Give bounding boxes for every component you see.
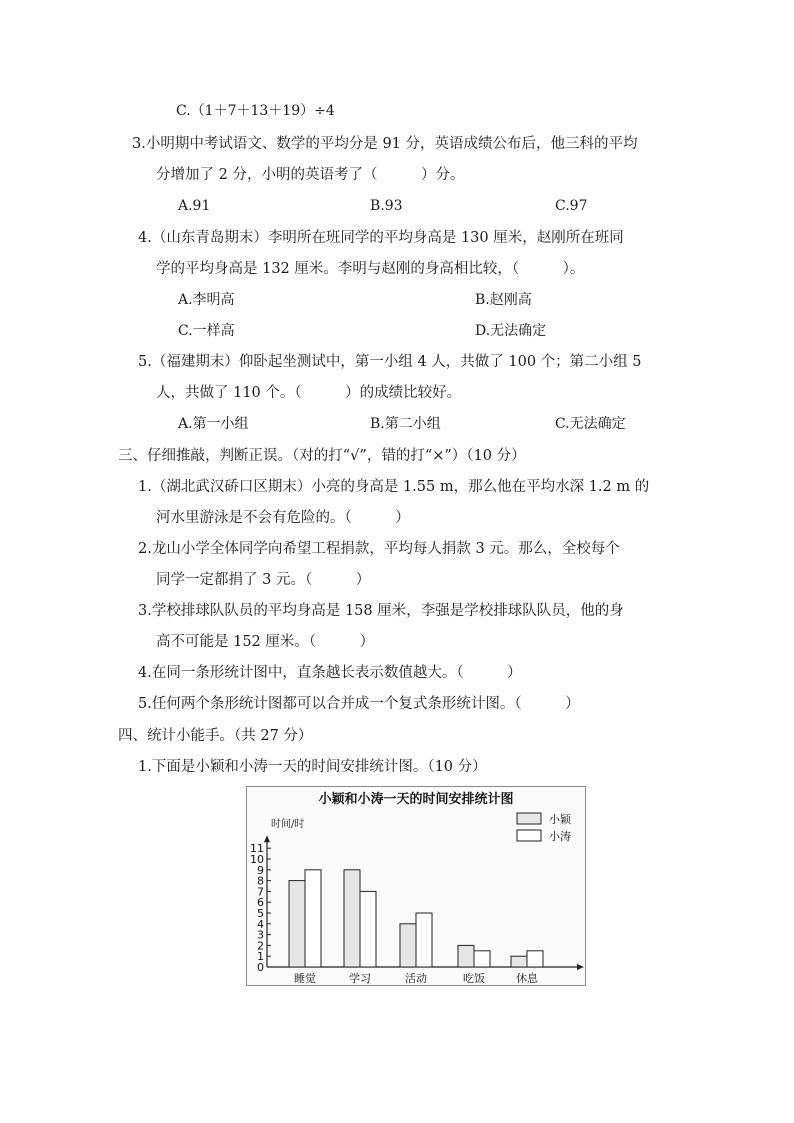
bar-xiaoying <box>458 945 474 967</box>
q4-line1: 4.（山东青岛期末）李明所在班同学的平均身高是 130 厘米，赵刚所在班同 <box>138 230 624 246</box>
y-tick-label: 0 <box>257 961 264 974</box>
legend-label: 小涛 <box>549 830 571 843</box>
q4-line2: 学的平均身高是 132 厘米。李明与赵刚的身高相比较，（ ）。 <box>156 261 585 277</box>
chart-title: 小颖和小涛一天的时间安排统计图 <box>318 792 514 807</box>
q5-line1: 5.（福建期末）仰卧起坐测试中，第一小组 4 人，共做了 100 个；第二小组 5 <box>138 354 642 370</box>
y-tick-label: 6 <box>257 896 264 910</box>
bar-chart <box>247 787 585 985</box>
q3-option-b: B.93 <box>370 198 403 214</box>
s3-item2-line1: 2.龙山小学全体同学向希望工程捐款，平均每人捐款 3 元。那么，全校每个 <box>138 541 620 557</box>
bar-xiaotao <box>360 891 376 967</box>
y-tick-label: 9 <box>257 863 264 877</box>
x-tick-label: 吃饭 <box>463 972 485 985</box>
bar-xiaotao <box>305 870 321 967</box>
s3-item4-line1: 4.在同一条形统计图中，直条越长表示数值越大。（ ） <box>138 665 522 681</box>
y-tick-label: 2 <box>257 939 264 953</box>
legend-swatch <box>517 830 541 841</box>
s3-item2-line2: 同学一定都捐了 3 元。（ ） <box>156 572 371 588</box>
y-tick-label: 10 <box>250 853 264 866</box>
y-tick-label: 4 <box>257 917 264 931</box>
bar-xiaotao <box>474 951 490 967</box>
q5-option-c: C.无法确定 <box>555 416 626 432</box>
x-axis-arrow <box>577 964 584 970</box>
section4-heading: 四、统计小能手。（共 27 分） <box>118 728 313 744</box>
bar-xiaotao <box>527 951 543 967</box>
y-axis-arrow <box>264 835 270 842</box>
y-tick-label: 1 <box>257 950 264 964</box>
y-tick-label: 3 <box>257 928 264 942</box>
q3-option-a: A.91 <box>178 198 211 214</box>
q5-option-b: B.第二小组 <box>370 416 441 432</box>
section4-q1: 1.下面是小颖和小涛一天的时间安排统计图。（10 分） <box>138 759 487 775</box>
bar-xiaoying <box>400 924 416 967</box>
s3-item1-line1: 1.（湖北武汉硚口区期末）小亮的身高是 1.55 m，那么他在平均水深 1.2 m 的 <box>138 479 650 495</box>
s3-item5-line1: 5.任何两个条形统计图都可以合并成一个复式条形统计图。（ ） <box>138 696 580 712</box>
y-tick-label: 11 <box>250 842 264 856</box>
y-tick-label: 7 <box>257 885 264 899</box>
s3-item1-line2: 河水里游泳是不会有危险的。（ ） <box>156 510 410 526</box>
y-axis-label: 时间/时 <box>271 819 305 830</box>
legend-label: 小颖 <box>549 813 571 826</box>
x-tick-label: 休息 <box>516 972 538 985</box>
y-tick-label: 5 <box>257 907 264 920</box>
s3-item3-line2: 高不可能是 152 厘米。（ ） <box>156 634 375 650</box>
q3-option-c: C.97 <box>555 198 588 214</box>
q3-line2: 分增加了 2 分，小明的英语考了（ ）分。 <box>156 167 465 183</box>
q2-option-c: C.（1＋7＋13＋19）÷4 <box>176 103 335 119</box>
x-tick-label: 学习 <box>349 972 371 985</box>
q5-option-a: A.第一小组 <box>178 416 249 432</box>
s3-item3-line1: 3.学校排球队队员的平均身高是 158 厘米，李强是学校排球队队员，他的身 <box>138 603 624 619</box>
bar-xiaoying <box>344 870 360 967</box>
y-tick-label: 8 <box>257 874 264 888</box>
x-tick-label: 活动 <box>405 972 427 985</box>
x-tick-label: 睡觉 <box>294 972 316 985</box>
q4-option-b: B.赵刚高 <box>475 292 532 308</box>
bar-xiaoying <box>289 881 305 967</box>
bar-xiaotao <box>416 913 432 967</box>
legend-swatch <box>517 813 541 824</box>
chart-container <box>246 786 586 986</box>
q4-option-a: A.李明高 <box>178 292 235 308</box>
section3-heading: 三、仔细推敲，判断正误。（对的打“√”，错的打“×”）（10 分） <box>118 448 526 464</box>
q5-line2: 人，共做了 110 个。（ ）的成绩比较好。 <box>156 385 462 401</box>
q3-line1: 3.小明期中考试语文、数学的平均分是 91 分，英语成绩公布后，他三科的平均 <box>132 136 638 152</box>
bar-xiaoying <box>511 956 527 967</box>
q4-option-c: C.一样高 <box>178 323 235 339</box>
q4-option-d: D.无法确定 <box>475 323 547 339</box>
